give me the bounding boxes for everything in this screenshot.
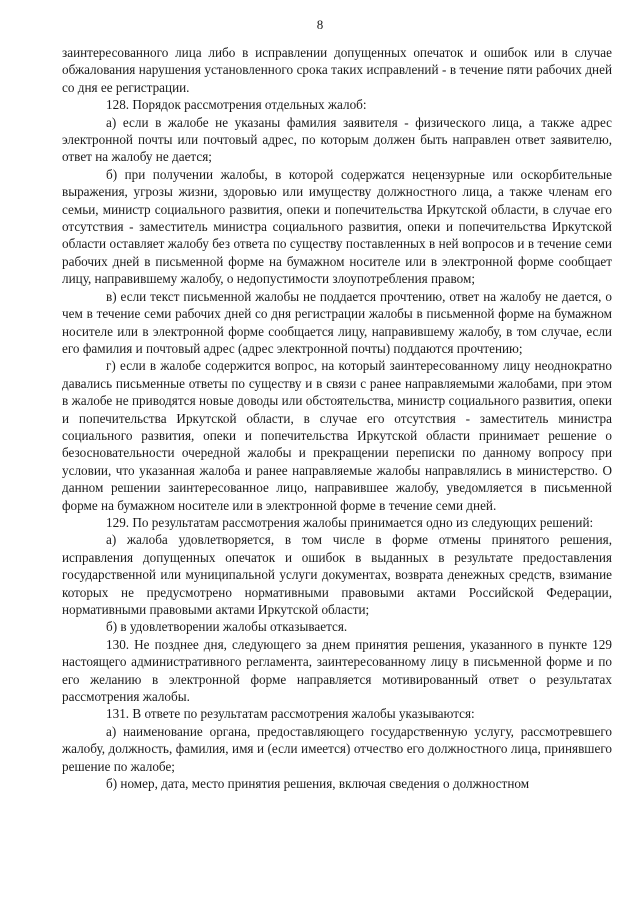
paragraph-continuation: заинтересованного лица либо в исправлении допущенных опечаток и ошибок или в случае обжалования нарушения установленного срока таких исправлений - в течение пяти рабочих дней со дня ее регистрации. [62, 45, 612, 95]
paragraph-129-a: а) жалоба удовлетворяется, в том числе в форме отмены принятого решения, исправления допущенных опечаток и ошибок в выданных в результате предоставления государственной или муниципальной услуги документах, возврата денежных средств, взимание которых не предусмотрено нормативными правовыми актами Российской Федерации, нормативными правовыми актами Иркутской области; [62, 532, 612, 617]
paragraph-128-g: г) если в жалобе содержится вопрос, на который заинтересованному лицу неоднократно давались письменные ответы по существу и в связи с ранее направляемыми жалобами, при этом в жалобе не приводятся новые доводы или обстоятельства, министр социального развития, опеки и попечительства Иркутской области, в случае его отсутствия - заместитель министра социального развития, опеки и попечительства Иркутской области принимает решение о безосновательности очередной жалобы и прекращении переписки по данному вопросу при условии, что указанная жалоба и ранее направляемые жалобы направлялись в министерство. О данном решении заинтересованное лицо, направившее жалобу, уведомляется в письменной форме на бумажном носителе или в электронной форме в течение семи дней. [62, 358, 612, 513]
paragraph-131-b: б) номер, дата, место принятия решения, включая сведения о должностном [106, 776, 530, 792]
page-number: 8 [316, 17, 324, 32]
document-body [62, 44, 612, 792]
paragraph-131-a: а) наименование органа, предоставляющего государственную услугу, рассмотревшего жалобу, должность, фамилия, имя и (если имеется) отчество его должностного лица, принявшего решение по жалобе; [62, 723, 612, 774]
paragraph-128-a: а) если в жалобе не указаны фамилия заявителя - физического лица, а также адрес электронной почты или почтовый адрес, по которым должен быть направлен ответ заявителю, ответ на жалобу не дается; [62, 114, 612, 165]
paragraph-131-heading: 131. В ответе по результатам рассмотрения жалобы указываются: [106, 706, 475, 722]
paragraph-130: 130. Не позднее дня, следующего за днем принятия решения, указанного в пункте 129 настоящего административного регламента, заинтересованному лицу в письменной форме и по его желанию в электронной форме направляется мотивированный ответ о результатах рассмотрения жалобы. [62, 636, 612, 705]
paragraph-128-v: в) если текст письменной жалобы не поддается прочтению, ответ на жалобу не дается, о чем в течение семи рабочих дней со дня регистрации жалобы в письменной форме на бумажном носителе или в электронной форме сообщается лицу, направившему жалобу, в том случае, если его фамилия и почтовый адрес (адрес электронной почты) поддаются прочтению; [62, 288, 612, 356]
paragraph-129-heading: 129. По результатам рассмотрения жалобы принимается одно из следующих решений: [106, 514, 594, 530]
paragraph-128-b: б) при получении жалобы, в которой содержатся нецензурные или оскорбительные выражения, угрозы жизни, здоровью или имуществу должностного лица, а также членам его семьи, министр социального развития, опеки и попечительства Иркутской области, в случае его отсутствия - заместитель министра социального развития, опеки и попечительства Иркутской области оставляет жалобу без ответа по существу поставленных в ней вопросов и в течение семи рабочих дней в письменной форме на бумажном носителе или в электронной форме сообщает лицу, направившему жалобу, о недопустимости злоупотребления правом; [62, 166, 612, 287]
paragraph-129-b: б) в удовлетворении жалобы отказывается. [106, 619, 348, 635]
paragraph-128-heading: 128. Порядок рассмотрения отдельных жалоб: [106, 97, 367, 113]
